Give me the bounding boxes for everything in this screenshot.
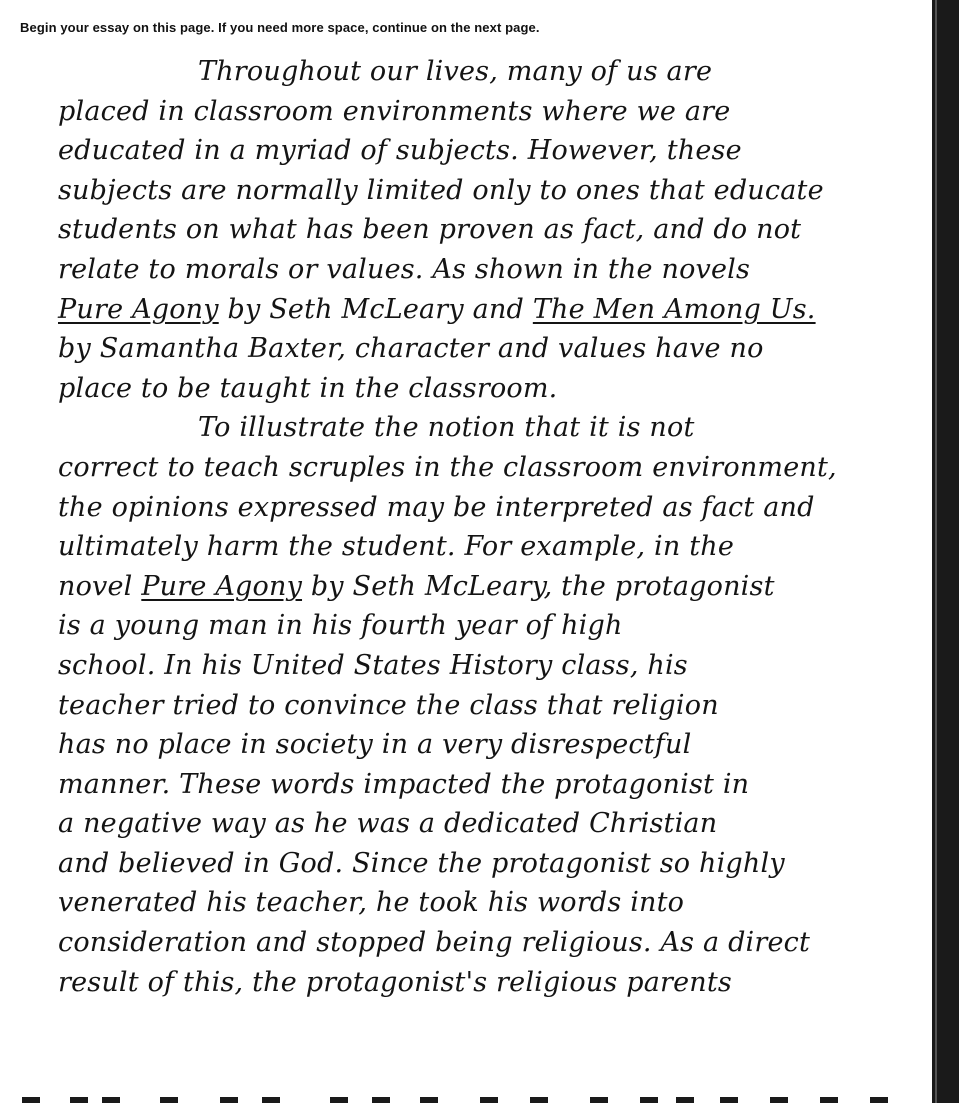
book-title-underlined: The Men Among Us. [532,293,816,325]
scanner-timing-marks [0,1093,932,1103]
essay-line: a negative way as he was a dedicated Christian [58,808,718,840]
timing-mark [720,1097,738,1103]
essay-line: educated in a myriad of subjects. However, these [58,135,742,167]
timing-mark [372,1097,390,1103]
essay-line [58,290,888,330]
timing-mark [70,1097,88,1103]
essay-line: the opinions expressed may be interpreted as fact and [58,491,815,523]
essay-line: subjects are normally limited only to ones that educate [58,174,824,206]
essay-line: To illustrate the notion that it is not [198,412,695,444]
essay-line: is a young man in his fourth year of high [58,610,623,642]
book-title-underlined: Pure Agony [141,570,303,602]
timing-mark [420,1097,438,1103]
essay-line: manner. These words impacted the protagonist in [58,768,750,800]
essay-line [58,567,888,607]
timing-mark [770,1097,788,1103]
timing-mark [590,1097,608,1103]
essay-line-text: novel [58,570,133,602]
timing-mark [480,1097,498,1103]
essay-line: has no place in society in a very disrespectful [58,729,692,761]
essay-line: by Samantha Baxter, character and values have no [58,333,764,365]
timing-mark [102,1097,120,1103]
timing-mark [820,1097,838,1103]
essay-instructions: Begin your essay on this page. If you need more space, continue on the next page. [20,20,540,35]
essay-line: students on what has been proven as fact, and do not [58,214,802,246]
essay-line: ultimately harm the student. For example, in the [58,531,735,563]
essay-line: place to be taught in the classroom. [58,372,558,404]
timing-mark [160,1097,178,1103]
essay-line: school. In his United States History class, his [58,649,688,681]
essay-line: placed in classroom environments where we are [58,95,731,127]
scan-edge-line [935,0,937,1103]
essay-line: relate to morals or values. As shown in the novels [58,253,751,285]
essay-line: venerated his teacher, he took his words into [58,887,685,919]
timing-mark [640,1097,658,1103]
timing-mark [330,1097,348,1103]
book-title-underlined: Pure Agony [58,293,219,325]
timing-mark [676,1097,694,1103]
handwritten-essay [58,52,888,1002]
essay-line: and believed in God. Since the protagonist so highly [58,847,785,879]
essay-line-text: by Seth McLeary, the protagonist [310,570,775,602]
timing-mark [262,1097,280,1103]
essay-line-text: by Seth McLeary and [227,293,525,325]
essay-line: correct to teach scruples in the classroom environment, [58,451,837,483]
essay-line: teacher tried to convince the class that religion [58,689,719,721]
timing-mark [22,1097,40,1103]
essay-line: result of this, the protagonist's religious parents [58,966,732,998]
timing-mark [530,1097,548,1103]
essay-line: Throughout our lives, many of us are [198,56,713,87]
timing-mark [220,1097,238,1103]
timing-mark [870,1097,888,1103]
essay-line: consideration and stopped being religious. As a direct [58,927,811,959]
